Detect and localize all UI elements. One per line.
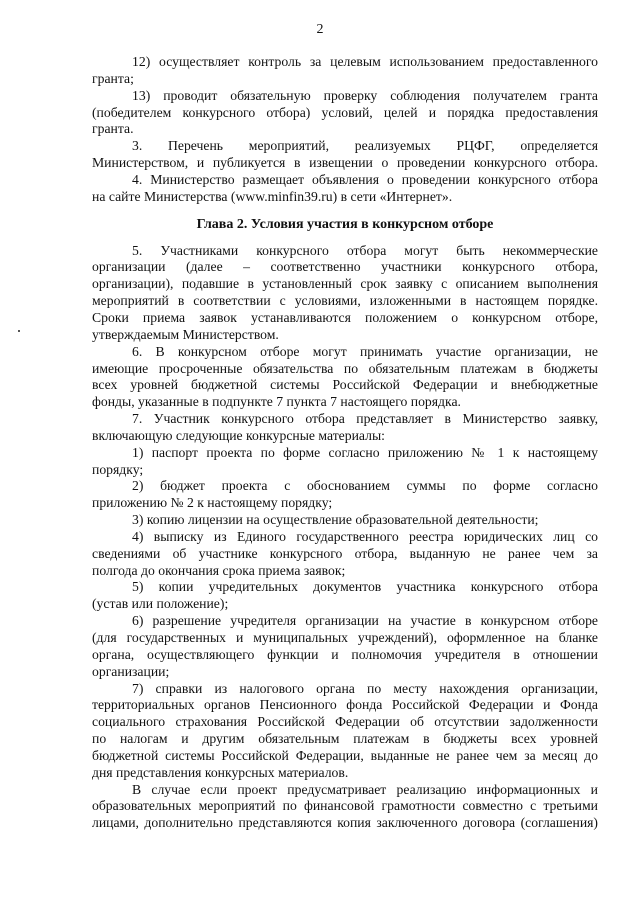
text-line: гранта;	[92, 70, 134, 86]
text-line: 5. Участниками конкурсного отбора могут быть некоммерческие	[132, 242, 598, 258]
text-line: 4. Министерство размещает объявления о проведении конкурсного отбора	[132, 171, 598, 187]
text-line: 12) осуществляет контроль за целевым использованием предоставленного	[132, 54, 598, 69]
text-line: гранта.	[92, 121, 134, 137]
text-line: 6) разрешение учредителя организации на участие в конкурсном отборе	[132, 613, 598, 629]
text-line: сведениями об участнике конкурсного отбора, выданную не ранее чем за	[92, 545, 598, 561]
section-chapter-2	[92, 243, 598, 833]
chapter-heading: Глава 2. Условия участия в конкурсном отборе	[196, 216, 494, 232]
text-line: порядку;	[92, 461, 144, 477]
text-line: 3) копию лицензии на осуществление образовательной деятельности;	[132, 512, 539, 528]
text-line: (устав или положение);	[92, 596, 229, 612]
text-line: 7) справки из налогового органа по месту нахождения организации,	[132, 680, 598, 696]
text-line: на сайте Министерства (www.minfin39.ru) в сети «Интернет».	[92, 188, 453, 204]
text-line: (для государственных и муниципальных учреждений), оформленное на бланке	[92, 630, 598, 645]
text-line: 2) бюджет проекта с обоснованием суммы по форме согласно	[132, 478, 598, 494]
text-line: утверждаемым Министерством.	[92, 326, 279, 342]
text-line: 1) паспорт проекта по форме согласно приложению № 1 к настоящему	[132, 444, 598, 460]
text-line: образовательных мероприятий по финансовой грамотности совместно с третьими	[92, 798, 598, 814]
text-line: территориальных органов Пенсионного фонда Российской Федерации и Фонда	[92, 697, 598, 713]
text-line: организации (далее – соответственно участники конкурсного отбора,	[92, 259, 598, 275]
text-line: всех уровней бюджетной системы Российской Федерации и внебюджетные	[92, 377, 598, 393]
text-line: приложению № 2 к настоящему порядку;	[92, 495, 333, 511]
text-line: 5) копии учредительных документов участника конкурсного отбора	[132, 579, 598, 595]
text-line: организации), подавшие в установленный срок заявку с описанием выполнения	[92, 276, 598, 292]
text-line: дня представления конкурсных материалов.	[92, 764, 349, 780]
text-line: 7. Участник конкурсного отбора представляет в Министерство заявку,	[132, 411, 598, 427]
text-line: органа, осуществляющего функции и полномочия учредителя в отношении	[92, 646, 598, 662]
text-line: 13) проводит обязательную проверку соблюдения получателем гранта	[132, 87, 598, 103]
document-body	[92, 54, 598, 832]
text-line: Министерством, и публикуется в извещении о проведении конкурсного отбора.	[92, 155, 598, 171]
text-line: лицами, дополнительно представляются копия заключенного договора (соглашения)	[92, 815, 598, 831]
text-line: В случае если проект предусматривает реализацию информационных и	[132, 781, 598, 797]
text-line: (победителем конкурсного отбора) условий, целей и порядка предоставления	[92, 104, 598, 120]
text-line: организации;	[92, 663, 170, 679]
text-line: 6. В конкурсном отборе могут принимать участие организации, не	[132, 343, 598, 359]
text-line: социального страхования Российской Федерации об отсутствии задолженности	[92, 714, 598, 730]
text-line: 4) выписку из Единого государственного реестра юридических лиц со	[132, 528, 598, 544]
text-line: бюджетной системы Российской Федерации, выданные не ранее чем за месяц до	[92, 747, 598, 763]
text-line: Сроки приема заявок устанавливаются положением о конкурсном отборе,	[92, 309, 598, 325]
text-line: фонды, указанные в подпункте 7 пункта 7 настоящего порядка.	[92, 394, 461, 410]
margin-mark	[18, 330, 20, 332]
text-line: включающую следующие конкурсные материалы:	[92, 427, 385, 443]
page-number: 2	[316, 22, 324, 37]
text-line: имеющие просроченные обязательства по обязательным платежам в бюджеты	[92, 360, 598, 376]
text-line: мероприятий в соответствии с условиями, изложенными в настоящем порядке.	[92, 293, 598, 309]
section-chapter-1-tail	[92, 54, 598, 206]
text-line: полгода до окончания срока приема заявок;	[92, 562, 346, 578]
text-line: 3. Перечень мероприятий, реализуемых РЦФГ, определяется	[132, 138, 598, 154]
text-line: по налогам и другим обязательным платежам в бюджеты всех уровней	[92, 731, 598, 747]
